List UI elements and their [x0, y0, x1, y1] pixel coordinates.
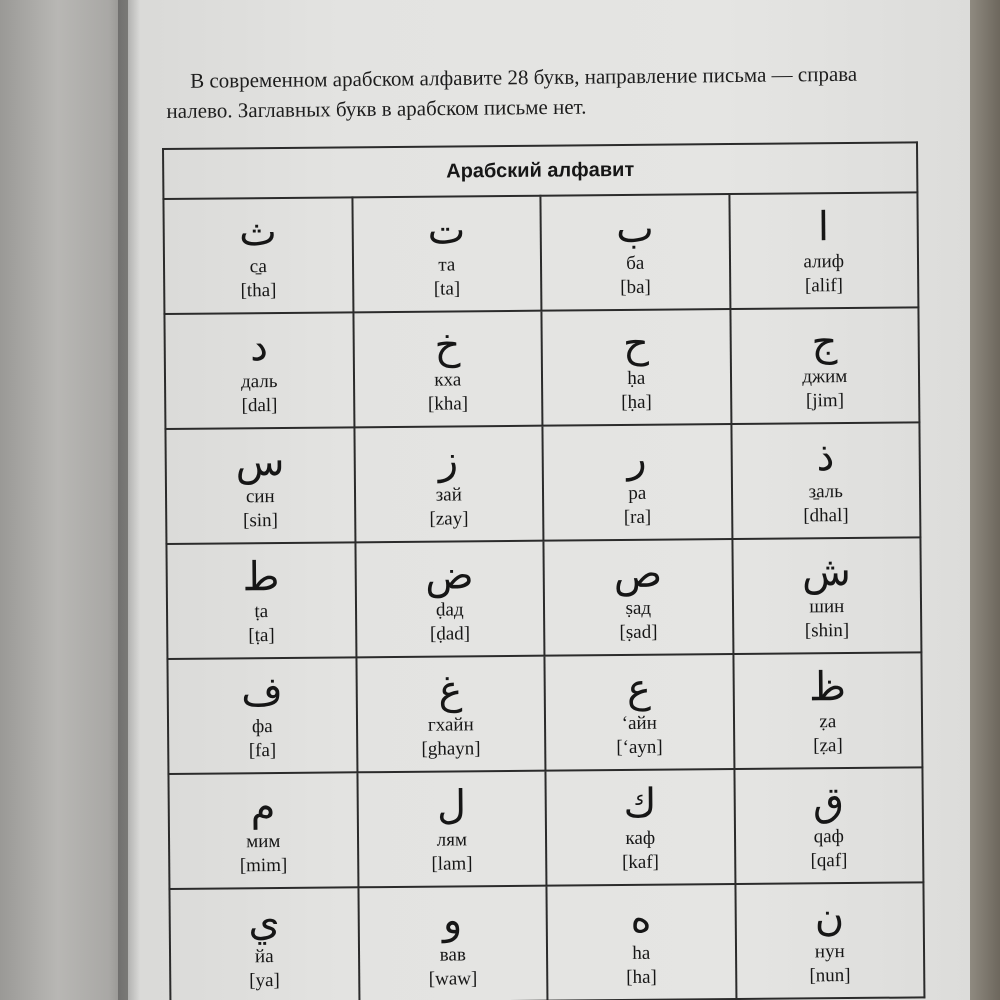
letter-cell: [355, 541, 544, 658]
arabic-letter: ف: [241, 668, 283, 715]
letter-name-latin: [alif]: [804, 274, 844, 296]
arabic-letter: ز: [438, 436, 459, 484]
letter-name-latin: [lam]: [431, 852, 473, 875]
arabic-letter: م: [250, 783, 276, 830]
letter-name-latin: [tha]: [240, 279, 277, 301]
letter-name-latin: [dhal]: [803, 504, 849, 526]
letter-cell: [540, 194, 729, 311]
letter-name-cyrillic: мим: [246, 830, 281, 852]
table-row: [165, 422, 920, 544]
letter-cell: [358, 886, 547, 1000]
letter-name-latin: [kaf]: [621, 851, 660, 873]
arabic-letter: س: [235, 438, 285, 485]
letter-name-latin: [ṣad]: [619, 621, 658, 643]
letter-name-latin: [jim]: [805, 389, 845, 411]
letter-name-cyrillic: шин: [809, 595, 845, 617]
letter-cell: [542, 424, 731, 541]
letter-name-latin: [ḥa]: [621, 391, 652, 413]
arabic-letter: ش: [801, 548, 852, 595]
arabic-letter: ل: [436, 781, 467, 829]
table-row: [166, 537, 921, 659]
letter-cell: [167, 657, 356, 774]
letter-name-latin: [ʻayn]: [616, 736, 663, 758]
letter-cell: [166, 542, 355, 659]
arabic-letter: ض: [425, 551, 474, 599]
letter-name-cyrillic: та: [438, 253, 456, 276]
table-row: [169, 882, 924, 1000]
letter-name-cyrillic: лям: [436, 828, 468, 851]
letter-name-latin: [shin]: [804, 619, 850, 641]
letter-cell: [354, 426, 543, 543]
letter-name-cyrillic: каф: [625, 827, 656, 849]
letter-name-latin: [waw]: [428, 967, 478, 990]
letter-name-cyrillic: ṭа: [254, 600, 269, 622]
letter-cell: [732, 537, 921, 654]
letter-name-cyrillic: з̱аль: [808, 480, 843, 502]
arabic-letter: ن: [814, 893, 845, 940]
background-edge: [970, 0, 1000, 1000]
arabic-letter: ذ: [816, 433, 835, 480]
letter-name-cyrillic: ṣад: [625, 597, 652, 619]
letter-cell: [541, 309, 730, 426]
letter-name-cyrillic: даль: [240, 370, 278, 392]
letter-cell: [168, 772, 357, 889]
letter-name-cyrillic: зай: [435, 483, 462, 506]
letter-name-latin: [ghayn]: [421, 737, 481, 760]
letter-name-cyrillic: hа: [632, 942, 651, 964]
arabic-letter: ك: [623, 780, 657, 827]
arabic-letter: ح: [622, 320, 650, 367]
arabic-letter: ب: [615, 205, 654, 252]
letter-name-cyrillic: джим: [802, 365, 848, 387]
arabic-alphabet-table: [162, 141, 925, 1000]
letter-name-latin: [ha]: [626, 966, 657, 988]
left-page-edge: [0, 0, 128, 1000]
arabic-letter: خ: [434, 321, 461, 369]
letter-cell: [730, 307, 919, 424]
letter-name-latin: [ẓa]: [813, 734, 843, 756]
letter-name-cyrillic: нун: [814, 940, 845, 962]
letter-cell: [731, 422, 920, 539]
arabic-letter: ط: [242, 553, 280, 600]
arabic-letter: ع: [626, 665, 652, 712]
table-title: Арабский алфавит: [163, 142, 917, 199]
arabic-letter: ت: [427, 206, 466, 254]
letter-name-latin: [mim]: [239, 854, 288, 876]
letter-name-latin: [ḍad]: [429, 622, 471, 645]
letter-cell: [169, 887, 358, 1000]
arabic-letter: غ: [438, 666, 463, 714]
letter-cell: [734, 767, 923, 884]
table-row: [164, 307, 919, 429]
table-row: [168, 767, 923, 889]
arabic-letter: د: [249, 323, 269, 370]
page-gutter-shadow: [118, 0, 140, 1000]
letter-name-latin: [ra]: [623, 506, 652, 528]
arabic-letter: ه: [630, 895, 652, 942]
letter-name-cyrillic: ба: [626, 252, 645, 274]
letter-name-cyrillic: кха: [434, 368, 462, 391]
letter-name-latin: [ṭa]: [248, 624, 275, 646]
table-body: [163, 192, 924, 1000]
table-row: [167, 652, 922, 774]
letter-cell: [729, 192, 918, 309]
letter-cell: [356, 656, 545, 773]
letter-name-latin: [fa]: [248, 739, 277, 761]
letter-name-latin: [ba]: [620, 276, 651, 298]
arabic-letter: و: [442, 896, 463, 944]
letter-cell: [735, 882, 924, 999]
letter-name-latin: [kha]: [427, 392, 469, 415]
arabic-letter: ظ: [808, 663, 847, 710]
letter-name-latin: [qaf]: [810, 849, 848, 871]
arabic-letter: ق: [812, 778, 845, 825]
letter-name-cyrillic: вав: [439, 943, 466, 966]
letter-name-cyrillic: син: [245, 485, 275, 507]
arabic-letter: ث: [238, 208, 278, 255]
letter-name-cyrillic: ḍад: [435, 598, 464, 621]
letter-name-cyrillic: ʻайн: [621, 712, 657, 734]
letter-cell: [357, 771, 546, 888]
letter-name-cyrillic: фа: [251, 715, 273, 737]
letter-name-latin: [dal]: [241, 394, 278, 416]
letter-name-latin: [nun]: [809, 964, 851, 986]
letter-name-cyrillic: ẓа: [819, 710, 837, 732]
arabic-letter: ج: [811, 318, 838, 365]
letter-name-cyrillic: qаф: [813, 825, 844, 847]
letter-cell: [733, 652, 922, 769]
letter-name-cyrillic: ра: [628, 482, 647, 504]
arabic-letter: ي: [248, 898, 280, 945]
letter-name-cyrillic: алиф: [803, 250, 845, 272]
letter-name-latin: [ta]: [433, 277, 461, 300]
letter-name-latin: [zay]: [429, 507, 469, 530]
letter-cell: [543, 539, 732, 656]
letter-cell: [165, 427, 354, 544]
book-page: [128, 0, 978, 1000]
arabic-letter: ص: [613, 550, 663, 597]
letter-cell: [353, 311, 542, 428]
letter-cell: [163, 197, 352, 314]
letter-cell: [352, 196, 541, 313]
arabic-letter: ا: [817, 203, 830, 250]
letter-name-cyrillic: с̱а: [249, 255, 267, 277]
letter-name-cyrillic: йа: [254, 945, 274, 967]
letter-name-cyrillic: гхайн: [427, 713, 474, 736]
intro-paragraph: В современном арабском алфавите 28 букв, направление письма — справа налево. Заглавных букв в арабском письме нет.: [166, 61, 858, 123]
letter-cell: [546, 884, 735, 1000]
letter-cell: [545, 769, 734, 886]
letter-cell: [164, 312, 353, 429]
letter-name-cyrillic: ḥа: [627, 367, 646, 389]
letter-name-latin: [ya]: [249, 969, 280, 991]
letter-name-latin: [sin]: [242, 509, 278, 531]
arabic-letter: ر: [627, 435, 647, 482]
letter-cell: [544, 654, 733, 771]
table-row: [163, 192, 918, 314]
